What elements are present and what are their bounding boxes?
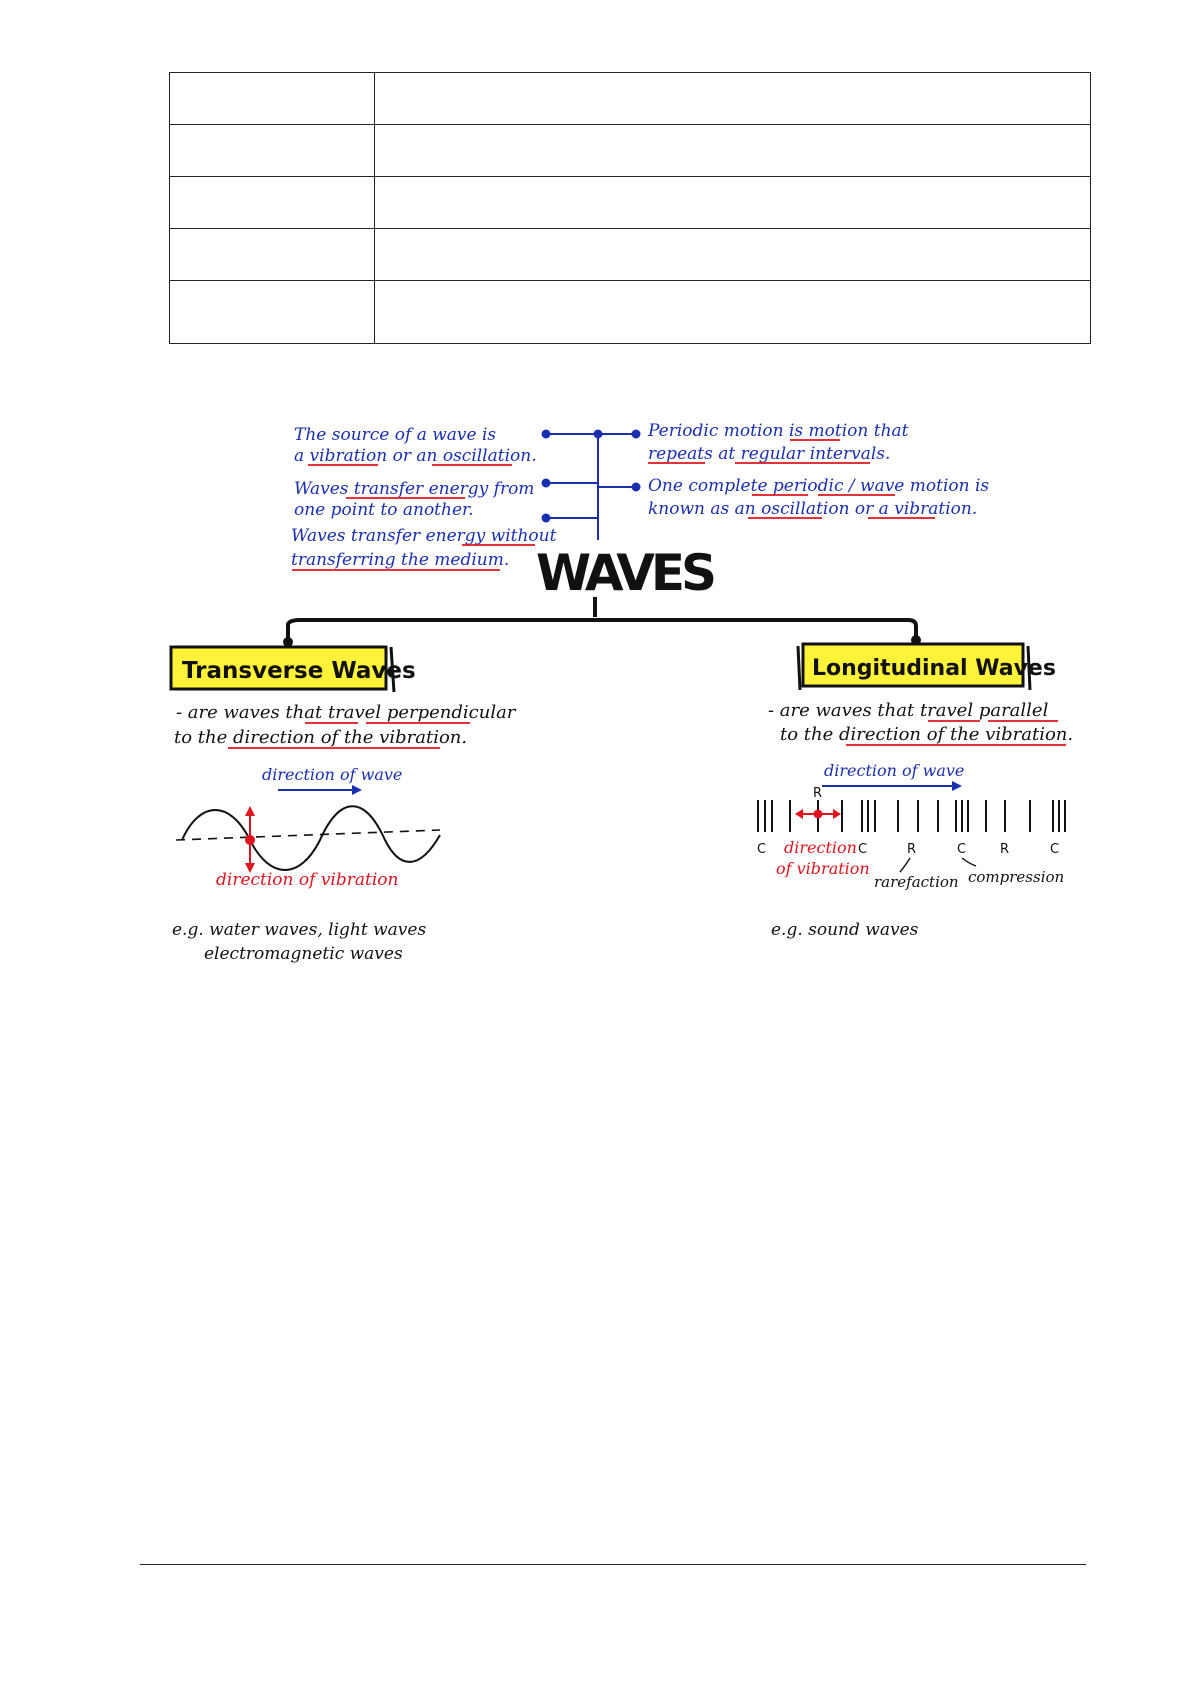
transverse-vibration-label: direction of vibration — [216, 870, 399, 890]
note-2-line-1: Waves transfer energy from — [294, 479, 535, 499]
longitudinal-heading-text: Longitudinal Waves — [812, 656, 1056, 681]
wave-axis-line — [176, 830, 440, 840]
note-3-line-2: transferring the medium. — [291, 550, 510, 570]
note-connectors — [543, 431, 640, 541]
longitudinal-wave-direction-arrow — [822, 781, 962, 791]
marker-leaders — [900, 858, 976, 872]
svg-text:direction: direction — [784, 838, 857, 857]
transverse-description — [174, 702, 517, 748]
compression-bars — [758, 800, 1065, 832]
branch-lines — [285, 597, 919, 645]
transverse-heading-text: Transverse Waves — [182, 658, 416, 684]
longitudinal-description — [768, 700, 1073, 745]
svg-text:- are waves that travel perpen: - are waves that travel perpendicular — [176, 702, 516, 723]
note-4-line-2: repeats at regular intervals. — [648, 444, 891, 464]
svg-text:C: C — [1050, 842, 1060, 857]
note-2-line-2: one point to another. — [294, 500, 474, 520]
svg-text:R: R — [1000, 842, 1010, 857]
svg-text:C: C — [858, 842, 868, 857]
transverse-example — [172, 920, 426, 964]
transverse-heading — [171, 647, 416, 692]
longitudinal-vibration-label — [776, 838, 870, 878]
note-1-line-2: a vibration or an oscillation. — [294, 446, 537, 466]
svg-text:R: R — [907, 842, 917, 857]
longitudinal-example: e.g. sound waves — [771, 920, 919, 940]
transverse-wave-direction-arrow — [278, 785, 362, 795]
longitudinal-vibration-arrow — [795, 809, 841, 819]
svg-text:C: C — [957, 842, 967, 857]
longitudinal-heading — [798, 644, 1056, 690]
note-5-line-1: One complete periodic / wave motion is — [648, 476, 990, 496]
note-3-line-1: Waves transfer energy without — [291, 526, 557, 546]
mind-map-title: WAVES — [536, 544, 714, 602]
right-notes — [647, 421, 989, 519]
longitudinal-wave-direction-label: direction of wave — [824, 761, 965, 780]
compression-label: compression — [968, 868, 1065, 886]
transverse-wave-curve — [182, 806, 440, 870]
svg-text:e.g. water waves, light waves: e.g. water waves, light waves — [172, 920, 427, 940]
footer-rule — [140, 1564, 1086, 1565]
svg-text:to the direction of the vibrat: to the direction of the vibration. — [174, 727, 468, 748]
note-4-line-1: Periodic motion is motion that — [648, 421, 909, 441]
svg-text:to the direction of the vibrat: to the direction of the vibration. — [780, 724, 1074, 745]
vibration-arrow — [245, 806, 255, 873]
svg-text:of vibration: of vibration — [776, 859, 870, 878]
note-1-line-1: The source of a wave is — [294, 425, 497, 445]
svg-text:electromagnetic waves: electromagnetic waves — [204, 944, 403, 964]
note-5-line-2: known as an oscillation or a vibration. — [648, 499, 978, 519]
rarefaction-marker-top: R — [813, 786, 823, 801]
svg-text:C: C — [757, 842, 767, 857]
svg-text:- are waves that travel parall: - are waves that travel parallel — [768, 700, 1049, 721]
rarefaction-label: rarefaction — [874, 873, 959, 891]
transverse-wave-direction-label: direction of wave — [262, 765, 403, 784]
